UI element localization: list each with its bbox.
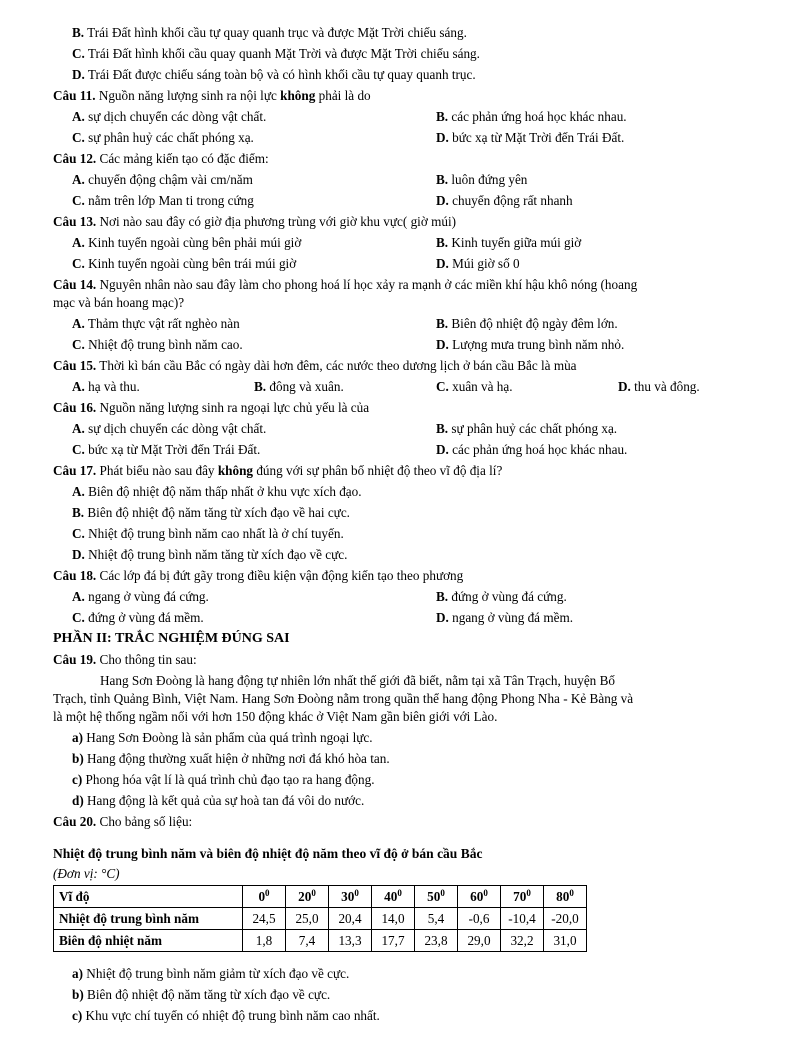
table-cell: 20,4	[329, 908, 372, 930]
q19-statement-c: c) Phong hóa vật lí là quá trình chủ đạo tạo ra hang động.	[72, 772, 375, 787]
table-cell: 24,5	[243, 908, 286, 930]
q11-option-a: A. sự dịch chuyển các dòng vật chất.	[72, 109, 267, 124]
q12-option-d: D. chuyển động rất nhanh	[436, 193, 573, 208]
part2-heading: PHẦN II: TRẮC NGHIỆM ĐÚNG SAI	[53, 631, 290, 646]
q16-option-d: D. các phản ứng hoá học khác nhau.	[436, 442, 628, 457]
q15-option-d: D. thu và đông.	[618, 379, 700, 394]
q17-option-d: D. Nhiệt độ trung bình năm tăng từ xích đạo về cực.	[72, 547, 348, 562]
table-cell: 7,4	[286, 930, 329, 952]
q20-statement-a: a) Nhiệt độ trung bình năm giảm từ xích đạo về cực.	[72, 966, 350, 981]
q12-option-c: C. nằm trên lớp Man ti trong cứng	[72, 193, 254, 208]
q13-option-a: A. Kinh tuyến ngoài cùng bên phải múi giờ	[72, 235, 302, 250]
q16-option-a: A. sự dịch chuyển các dòng vật chất.	[72, 421, 267, 436]
option-b: B. Trái Đất hình khối cầu tự quay quanh trục và được Mặt Trời chiếu sáng.	[72, 25, 467, 40]
table-row	[54, 908, 587, 930]
q14-option-b: B. Biên độ nhiệt độ ngày đêm lớn.	[436, 316, 618, 331]
q14-option-d: D. Lượng mưa trung bình năm nhỏ.	[436, 337, 625, 352]
q19-passage-line2: Trạch, tỉnh Quảng Bình, Việt Nam. Hang Sơn Đoòng nằm trong quần thể hang động Phong Nha - Kẻ Bàng và	[53, 691, 634, 706]
question-14-cont: mạc và bán hoang mạc)?	[53, 295, 185, 310]
table-cell: 14,0	[372, 908, 415, 930]
q16-option-b: B. sự phân huỷ các chất phóng xạ.	[436, 421, 618, 436]
q18-option-b: B. đứng ở vùng đá cứng.	[436, 589, 567, 604]
q18-option-c: C. đứng ở vùng đá mềm.	[72, 610, 204, 625]
table-cell: 17,7	[372, 930, 415, 952]
lat-cell: $40^0$	[372, 886, 415, 908]
question-12: Câu 12. Các mảng kiến tạo có đặc điểm:	[53, 151, 269, 166]
q12-option-a: A. chuyển động chậm vài cm/năm	[72, 172, 253, 187]
col-header: Vĩ độ	[54, 886, 243, 908]
q14-option-a: A. Thảm thực vật rất nghèo nàn	[72, 316, 240, 331]
q11-option-d: D. bức xạ từ Mặt Trời đến Trái Đất.	[436, 130, 625, 145]
question-14: Câu 14. Nguyên nhân nào sau đây làm cho phong hoá lí học xảy ra mạnh ở các miền khí hậu khô nóng (hoang	[53, 277, 638, 292]
q18-option-d: D. ngang ở vùng đá mềm.	[436, 610, 574, 625]
lat-cell: $20^0$	[286, 886, 329, 908]
lat-cell: $0^0$	[243, 886, 286, 908]
q19-passage-line3: là một hệ thống ngầm nối với hơn 150 động khác ở Việt Nam gần biên giới với Lào.	[53, 709, 498, 724]
q15-option-c: C. xuân và hạ.	[436, 379, 513, 394]
q11-option-c: C. sự phân huỷ các chất phóng xạ.	[72, 130, 254, 145]
q19-statement-d: d) Hang động là kết quả của sự hoà tan đá vôi do nước.	[72, 793, 365, 808]
q13-option-c: C. Kinh tuyến ngoài cùng bên trái múi giờ	[72, 256, 297, 271]
table-row	[54, 930, 587, 952]
question-16: Câu 16. Nguồn năng lượng sinh ra ngoại lực chủ yếu là của	[53, 400, 370, 415]
q16-option-c: C. bức xạ từ Mặt Trời đến Trái Đất.	[72, 442, 261, 457]
q18-option-a: A. ngang ở vùng đá cứng.	[72, 589, 209, 604]
q13-option-b: B. Kinh tuyến giữa múi giờ	[436, 235, 582, 250]
question-19: Câu 19. Cho thông tin sau:	[53, 652, 197, 667]
q17-option-c: C. Nhiệt độ trung bình năm cao nhất là ở chí tuyến.	[72, 526, 344, 541]
lat-cell: $60^0$	[458, 886, 501, 908]
q19-statement-a: a) Hang Sơn Đoòng là sản phẩm của quá trình ngoại lực.	[72, 730, 373, 745]
q17-option-b: B. Biên độ nhiệt độ năm tăng từ xích đạo về hai cực.	[72, 505, 350, 520]
table-cell: 31,0	[544, 930, 587, 952]
q15-option-a: A. hạ và thu.	[72, 379, 140, 394]
q20-statement-b: b) Biên độ nhiệt độ năm tăng từ xích đạo về cực.	[72, 987, 331, 1002]
row-label: Nhiệt độ trung bình năm	[54, 908, 243, 930]
question-11: Câu 11. Nguồn năng lượng sinh ra nội lực không phải là do	[53, 88, 371, 103]
question-15: Câu 15. Thời kì bán cầu Bắc có ngày dài hơn đêm, các nước theo dương lịch ở bán cầu Bắc là mùa	[53, 358, 577, 373]
lat-cell: $30^0$	[329, 886, 372, 908]
q17-option-a: A. Biên độ nhiệt độ năm thấp nhất ở khu vực xích đạo.	[72, 484, 362, 499]
option-d: D. Trái Đất được chiếu sáng toàn bộ và có hình khối cầu tự quay quanh trục.	[72, 67, 476, 82]
table-header-row	[54, 886, 587, 908]
option-c: C. Trái Đất hình khối cầu quay quanh Mặt Trời và được Mặt Trời chiếu sáng.	[72, 46, 480, 61]
question-13: Câu 13. Nơi nào sau đây có giờ địa phương trùng với giờ khu vực( giờ múi)	[53, 214, 456, 229]
q12-option-b: B. luôn đứng yên	[436, 172, 528, 187]
q20-statement-c: c) Khu vực chí tuyến có nhiệt độ trung bình năm cao nhất.	[72, 1008, 380, 1023]
table-cell: 5,4	[415, 908, 458, 930]
row-label: Biên độ nhiệt năm	[54, 930, 243, 952]
table-cell: 1,8	[243, 930, 286, 952]
question-18: Câu 18. Các lớp đá bị đứt gãy trong điều kiện vận động kiến tạo theo phương	[53, 568, 464, 583]
q13-option-d: D. Múi giờ số 0	[436, 256, 520, 271]
table-cell: 29,0	[458, 930, 501, 952]
table-cell: -0,6	[458, 908, 501, 930]
table-cell: -20,0	[544, 908, 587, 930]
data-table	[53, 885, 587, 952]
lat-cell: $70^0$	[501, 886, 544, 908]
table-cell: -10,4	[501, 908, 544, 930]
table-cell: 13,3	[329, 930, 372, 952]
table-cell: 25,0	[286, 908, 329, 930]
lat-cell: $50^0$	[415, 886, 458, 908]
q19-statement-b: b) Hang động thường xuất hiện ở những nơi đá khó hòa tan.	[72, 751, 390, 766]
q14-option-c: C. Nhiệt độ trung bình năm cao.	[72, 337, 243, 352]
question-20: Câu 20. Cho bảng số liệu:	[53, 814, 193, 829]
table-unit: (Đơn vị: °C)	[53, 866, 120, 881]
q15-option-b: B. đông và xuân.	[254, 379, 344, 394]
q11-option-b: B. các phản ứng hoá học khác nhau.	[436, 109, 627, 124]
table-title: Nhiệt độ trung bình năm và biên độ nhiệt độ năm theo vĩ độ ở bán cầu Bắc	[53, 846, 483, 861]
lat-cell: $80^0$	[544, 886, 587, 908]
table-cell: 23,8	[415, 930, 458, 952]
table-cell: 32,2	[501, 930, 544, 952]
q19-passage-line1: Hang Sơn Đoòng là hang động tự nhiên lớn nhất thế giới đã biết, nằm tại xã Tân Trạch, huyện Bố	[100, 673, 615, 688]
question-17: Câu 17. Phát biểu nào sau đây không đúng với sự phân bố nhiệt độ theo vĩ độ địa lí?	[53, 463, 503, 478]
